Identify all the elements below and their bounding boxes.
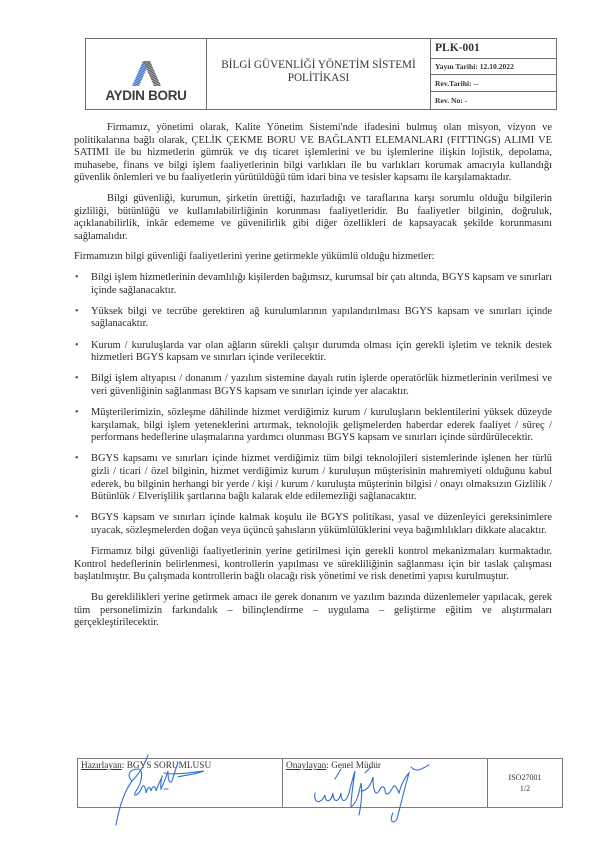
document-title bbox=[207, 39, 431, 109]
prepared-by-cell bbox=[78, 759, 283, 807]
document-code: PLK-001 bbox=[431, 39, 556, 59]
publish-date: Yayın Tarihi: 12.10.2022 bbox=[431, 59, 556, 76]
list-item: • Bilgi işlem hizmetlerinin devamlılığı kişilerden bağımsız, kurumsal bir çatı altında, BGYS kapsam ve sınırları içinde sağlanacaktır. bbox=[74, 272, 552, 297]
list-item: • Yüksek bilgi ve tecrübe gerektiren ağ kurulumlarının yapılandırılması BGYS kapsam ve sınırları içinde sağlanacaktır. bbox=[74, 306, 552, 331]
company-name: AYDIN BORU bbox=[105, 88, 187, 103]
list-item: • Kurum / kuruluşlarda var olan ağların sürekli çalışır durumda olması için gerekli işletim ve teknik destek hizmetleri BGYS kapsam ve sınırları içinde verilecektir. bbox=[74, 340, 552, 365]
standard-page-cell bbox=[488, 759, 562, 807]
prepared-by-label: Hazırlayan bbox=[81, 761, 122, 771]
approved-by-cell bbox=[283, 759, 488, 807]
prepared-by-value: : BGYS SORUMLUSU bbox=[121, 761, 212, 771]
approved-by-label: Onaylayan bbox=[286, 761, 327, 771]
page-number: 1/2 bbox=[519, 784, 531, 793]
list-item: • Müşterilerimizin, sözleşme dâhilinde hizmet verdiğimiz kurum / kuruluşların beklentilerini yüksek düzeyde karşılamak, bilgi işlem yeteneklerini artırmak, teknolojik gelişmelerden haberdar ederek faaliyet / süreç / performans hedeflerine ulaşmalarına yardımcı olunması BGYS kapsam ve sınırları içinde sürdürülecektir. bbox=[74, 407, 552, 445]
title-line-2: POLİTİKASI bbox=[287, 72, 350, 84]
intro-paragraph-2: Bilgi güvenliği, kurumun, şirketin ürettiği, hazırladığı ve taraflarına karşı sorumlu olduğu bilgilerin gizliliği, bütünlüğü ve kullanılabilirliğinin korunması faaliyetleridir. Bu faaliyetler bilginin, doğruluk, açıklanabilirlik, inkâr edememe ve güvenilirlik gibi diğer özellikleri de kapsayacak şekilde korunmasını sağlamalıdır. bbox=[74, 192, 552, 242]
list-intro: Firmamızın bilgi güvenliği faaliyetlerini yerine getirmekle yükümlü olduğu hizmetler: bbox=[74, 251, 435, 263]
services-list bbox=[74, 272, 552, 538]
revision-date: Rev.Tarihi: -- bbox=[431, 75, 556, 92]
revision-number: Rev. No: - bbox=[435, 96, 468, 106]
list-item: • Bilgi işlem altyapısı / donanım / yazılım sistemine dayalı rutin işlerde operatörlük hizmetlerinin verilmesi ve veri güvenliğinin sağlanması BGYS kapsam ve sınırları içinde yer alacaktır. bbox=[74, 373, 552, 398]
list-item: • BGYS kapsam ve sınırları içinde kalmak koşulu ile BGYS politikası, yasal ve düzenleyici gereksinimlere uyacak, sözleşmelerden doğan veya üçüncü şahısların yükümlülüklerini veya bağımlılıkları dikkate alacaktır. bbox=[74, 512, 552, 537]
document-info-cell bbox=[431, 39, 556, 109]
approved-by-value: : Genel Müdür bbox=[326, 761, 382, 771]
document-header-table bbox=[85, 38, 557, 110]
aydin-boru-logo-icon bbox=[126, 60, 166, 86]
preparer-signature-icon bbox=[108, 753, 218, 833]
title-line-1: BİLGİ GÜVENLİĞİ YÖNETİM SİSTEMİ bbox=[221, 59, 416, 71]
outro-paragraph-2: Bu gereklilikleri yerine getirmek amacı ile gerek donanım ve yazılım bazında düzenlemeler yapılacak, gerek tüm personelimizin farkındalık – bilinçlendirme – uygulama – geliştirme eğitim ve alıştırmaları gerçekleştirilecektir. bbox=[74, 591, 552, 629]
policy-body bbox=[74, 122, 552, 638]
intro-paragraph-1: Firmamız, yönetimi olarak, Kalite Yönetim Sistemi'nde ifadesini bulmuş olan misyon, vizyon ve politikalarına bağlı olarak, ÇELİK ÇEKME BORU VE BAĞLANTI ELEMANLARI (FITTINGS) ALIMI VE SATIMI ile bu hizmetlerin gümrük ve dış ticaret işlemlerini ve bu işlemlerine ilişkin lojistik, depolama, muhasebe, finans ve bilgi işlem faaliyetlerinin bilgi varlıkları ile bu varlıkları korumak amacıyla kullandığı güvenlik önlemleri ve bu faaliyetlerin yürütüldüğü tüm idari bina ve tesisler kapsamı ile karşılamaktadır. bbox=[74, 122, 552, 184]
approver-signature-icon bbox=[301, 763, 441, 825]
outro-paragraph-1: Firmamız bilgi güvenliği faaliyetlerinin yerine getirilmesi için gerekli kontrol mekanizmaları kurmaktadır. Kontrol hedeflerinin belirlenmesi, kontrollerin yapılması ve sürekliliğinin sağlanması için bir taslak çalışması başlatılmıştır. Bu çalışmada kontrollerin bağlı olacağı risk yönetimi ve risk denetimi yapısı kurulmuştur. bbox=[74, 546, 552, 583]
standard-code: ISO27001 bbox=[508, 773, 542, 782]
logo-cell bbox=[86, 39, 207, 109]
list-item: • BGYS kapsamı ve sınırları içinde hizmet verdiğimiz tüm bilgi teknolojileri sistemlerinde işlenen her türlü gizli / ticari / özel bilginin, hizmet verdiğimiz kurum / kuruluşun müşterisinin mahremiyeti olduğunu kabul ederek, bu bilginin herhangi bir yerde / kişi / kurum / kuruluşta müşterinin bilgisi / onayı olmaksızın Gizlilik / Bütünlük / Elverişlilik şartlarına bağlı kalarak elde edilemezliği sağlanacaktır. bbox=[74, 453, 552, 503]
approval-footer-table bbox=[77, 758, 563, 808]
